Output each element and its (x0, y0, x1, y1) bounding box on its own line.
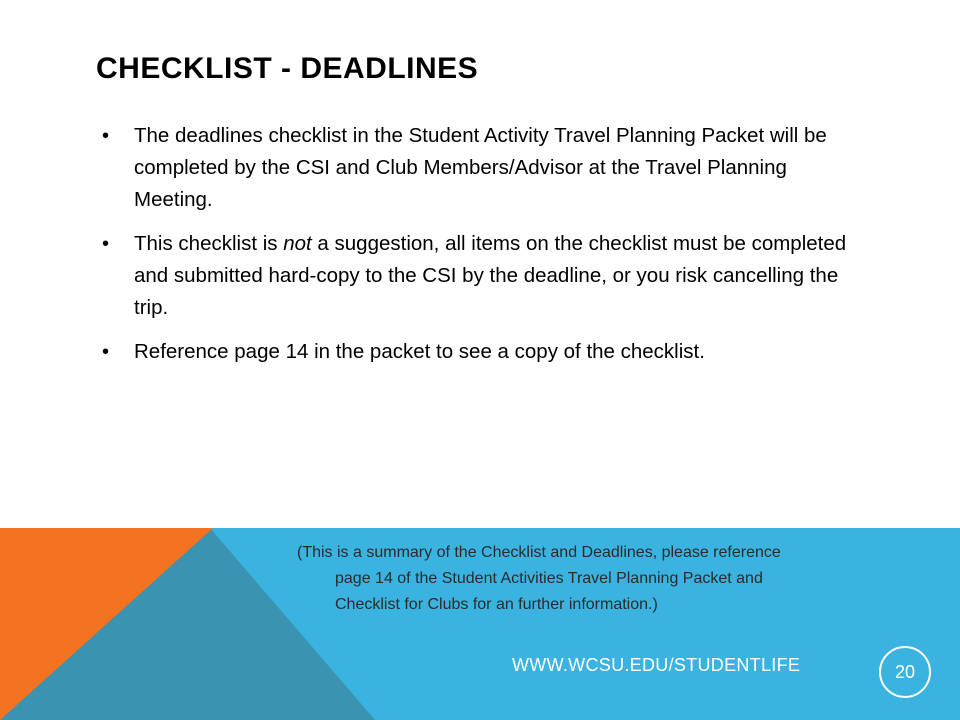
bullet-item (102, 120, 862, 216)
footer-note-line: Checklist for Clubs for an further information.) (335, 596, 658, 613)
slide-number: 20 (894, 661, 916, 682)
bullet-text (134, 232, 846, 319)
bullet-text-emphasis: not (283, 232, 312, 255)
bullet-item (102, 228, 862, 324)
bullet-dot-icon: • (102, 341, 110, 363)
bullet-list (102, 120, 862, 380)
footer-note-line: (This is a summary of the Checklist and Deadlines, please reference (297, 544, 781, 561)
bullet-text: The deadlines checklist in the Student Activity Travel Planning Packet will be completed by the CSI and Club Members/Advisor at the Travel Planning Meeting. (134, 124, 827, 211)
slide-number-badge (879, 646, 931, 698)
bullet-text: Reference page 14 in the packet to see a copy of the checklist. (134, 340, 705, 363)
bullet-dot-icon: • (102, 125, 110, 147)
bullet-dot-icon: • (102, 233, 110, 255)
footer-note-line: page 14 of the Student Activities Travel Planning Packet and (335, 570, 763, 587)
bullet-item (102, 336, 862, 368)
bullet-text-after: a suggestion, all items on the checklist must be completed and submitted hard-copy to the CSI by the deadline, or you risk cancelling the trip. (134, 232, 847, 319)
slide-title: CHECKLIST - DEADLINES (96, 52, 479, 85)
footer-note (297, 540, 917, 618)
bullet-text-before: This checklist is (134, 232, 284, 255)
website-link[interactable]: WWW.WCSU.EDU/STUDENTLIFE (512, 655, 801, 675)
